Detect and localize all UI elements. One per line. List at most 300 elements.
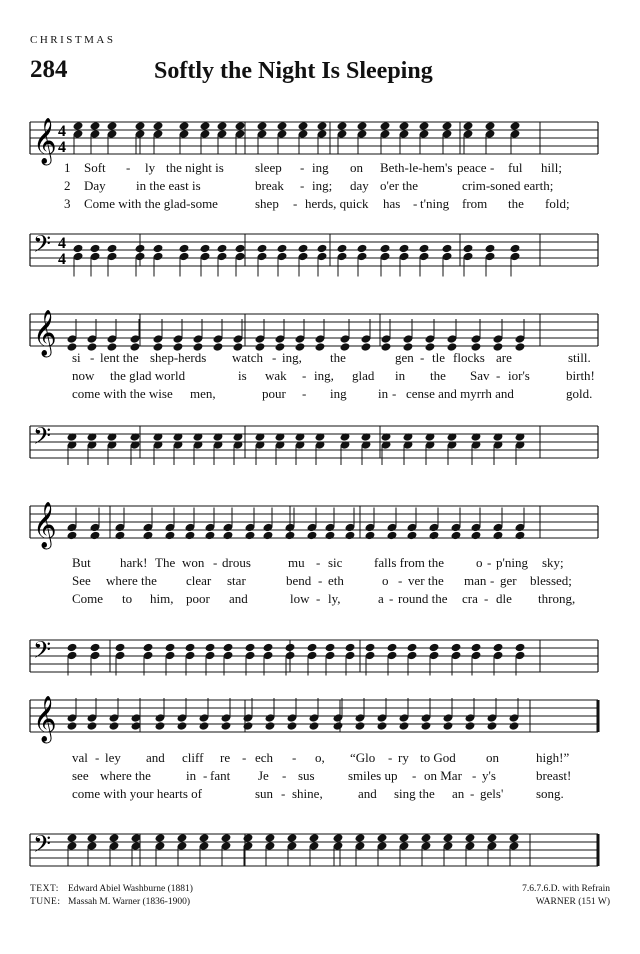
- lyric-syllable: -: [413, 196, 418, 211]
- bass-clef-icon: 𝄢: [33, 830, 52, 863]
- notehead: [87, 721, 98, 731]
- notehead: [263, 531, 274, 541]
- lyric-syllable: o'er the: [380, 178, 419, 193]
- lyric-syllable: Sav: [470, 368, 490, 383]
- notehead: [67, 531, 78, 541]
- notehead: [199, 833, 210, 843]
- lyric-syllable: in: [395, 368, 406, 383]
- lyric-syllable: Come: [72, 591, 104, 606]
- notehead: [487, 833, 498, 843]
- lyric-syllable: won: [182, 555, 205, 570]
- lyric-syllable: eth: [328, 573, 344, 588]
- lyric-syllable: see: [72, 768, 89, 783]
- notehead: [107, 121, 118, 131]
- treble-staff-1: [0, 108, 640, 168]
- lyric-syllable: tle: [432, 350, 445, 365]
- lyric-syllable: on Mar: [424, 768, 462, 783]
- lyric-syllable: Beth-le-hem's: [380, 160, 453, 175]
- lyric-syllable: -: [281, 786, 286, 801]
- hymn-title: Softly the Night Is Sleeping: [154, 58, 433, 84]
- lyric-verse-3: [0, 386, 640, 402]
- lyric-syllable: -: [213, 555, 218, 570]
- lyric-syllable: herds, quick: [305, 196, 369, 211]
- lyric-syllable: -: [272, 350, 277, 365]
- time-signature-bottom: 4: [58, 139, 66, 156]
- lyric-syllable: gen: [395, 350, 414, 365]
- notehead: [165, 531, 176, 541]
- lyric-syllable: throng,: [538, 591, 576, 606]
- lyric-syllable: watch: [232, 350, 264, 365]
- notehead: [245, 643, 256, 653]
- notehead: [357, 244, 368, 254]
- lyric-syllable: to: [122, 591, 133, 606]
- notehead: [443, 721, 454, 731]
- lyric-syllable: the night is: [166, 160, 224, 175]
- notehead: [451, 531, 462, 541]
- lyric-syllable: drous: [222, 555, 251, 570]
- lyric-syllable: o: [382, 573, 389, 588]
- time-signature-top: 4: [58, 123, 66, 140]
- lyric-syllable: on: [350, 160, 363, 175]
- lyric-syllable: come with the wise: [72, 386, 173, 401]
- notehead: [221, 833, 232, 843]
- notehead: [90, 643, 101, 653]
- notehead: [407, 531, 418, 541]
- tune-label: TUNE:: [30, 897, 61, 907]
- lyric-syllable: him,: [150, 591, 174, 606]
- lyric-syllable: fold;: [545, 196, 570, 211]
- lyric-syllable: But: [72, 555, 91, 570]
- lyric-syllable: ful: [508, 160, 523, 175]
- lyric-syllable: lent the: [100, 350, 139, 365]
- lyric-syllable: -: [302, 386, 307, 401]
- tune-composer: Massah M. Warner (1836-1900): [68, 897, 191, 907]
- lyric-syllable: -: [398, 573, 403, 588]
- lyric-syllable: ry: [398, 750, 409, 765]
- notehead: [355, 721, 366, 731]
- lyric-syllable: wak: [265, 368, 287, 383]
- notehead: [205, 643, 216, 653]
- notehead: [155, 721, 166, 731]
- lyric-syllable: mu: [288, 555, 305, 570]
- notehead: [245, 531, 256, 541]
- treble-clef-icon: 𝄞: [33, 502, 57, 548]
- lyric-syllable: birth!: [566, 368, 595, 383]
- lyric-syllable: -: [126, 160, 131, 175]
- notehead: [73, 244, 84, 254]
- lyric-syllable: Come with the glad-some: [84, 196, 218, 211]
- notehead: [485, 121, 496, 131]
- notehead: [325, 531, 336, 541]
- notehead: [285, 531, 296, 541]
- notehead: [333, 721, 344, 731]
- notehead: [442, 121, 453, 131]
- notehead: [265, 721, 276, 731]
- notehead: [155, 833, 166, 843]
- lyric-syllable: y's: [482, 768, 496, 783]
- treble-staff-4: [0, 686, 640, 746]
- notehead: [165, 643, 176, 653]
- notehead: [73, 121, 84, 131]
- notehead: [277, 244, 288, 254]
- notehead: [90, 531, 101, 541]
- notehead: [317, 244, 328, 254]
- notehead: [421, 833, 432, 843]
- lyric-syllable: -: [388, 750, 393, 765]
- lyric-syllable: “Glo: [350, 750, 376, 765]
- notehead: [185, 643, 196, 653]
- notehead: [263, 643, 274, 653]
- notehead: [442, 244, 453, 254]
- section-label: CHRISTMAS: [30, 34, 116, 46]
- notehead: [515, 643, 526, 653]
- lyric-syllable: -: [203, 768, 208, 783]
- notehead: [509, 721, 520, 731]
- lyric-syllable: men,: [190, 386, 216, 401]
- lyric-syllable: cense and myrrh and: [406, 386, 514, 401]
- lyric-syllable: pour: [262, 386, 286, 401]
- lyric-syllable: sleep: [255, 160, 282, 175]
- notehead: [87, 833, 98, 843]
- lyric-syllable: bend: [286, 573, 312, 588]
- lyric-syllable: hark!: [120, 555, 148, 570]
- lyric-syllable: The: [155, 555, 176, 570]
- lyric-syllable: day: [350, 178, 369, 193]
- lyric-verse-2: [0, 768, 640, 784]
- lyric-syllable: from: [462, 196, 488, 211]
- notehead: [107, 244, 118, 254]
- notehead: [443, 833, 454, 843]
- lyric-syllable: to God: [420, 750, 456, 765]
- lyric-verse-1: [0, 350, 640, 366]
- lyric-syllable: ior's: [508, 368, 530, 383]
- notehead: [387, 643, 398, 653]
- lyric-syllable: Je: [258, 768, 269, 783]
- lyric-syllable: the: [330, 350, 346, 365]
- lyric-verse-3: [0, 196, 640, 212]
- notehead: [205, 531, 216, 541]
- notehead: [200, 244, 211, 254]
- notehead: [485, 244, 496, 254]
- notehead: [463, 121, 474, 131]
- notehead: [365, 643, 376, 653]
- notehead: [185, 531, 196, 541]
- lyric-syllable: peace: [457, 160, 487, 175]
- notehead: [177, 721, 188, 731]
- lyric-syllable: the: [508, 196, 524, 211]
- lyric-syllable: -: [316, 591, 321, 606]
- notehead: [309, 721, 320, 731]
- lyric-verse-3: [0, 591, 640, 607]
- lyric-verse-1: [0, 750, 640, 766]
- notehead: [109, 833, 120, 843]
- notehead: [510, 244, 521, 254]
- notehead: [115, 531, 126, 541]
- notehead: [67, 721, 78, 731]
- lyric-syllable: clear: [186, 573, 212, 588]
- notehead: [285, 643, 296, 653]
- lyric-syllable: ley: [105, 750, 121, 765]
- lyric-syllable: sus: [298, 768, 315, 783]
- meter: 7.6.7.6.D. with Refrain: [522, 884, 610, 894]
- lyric-verse-2: [0, 368, 640, 384]
- lyric-syllable: low: [290, 591, 310, 606]
- lyric-syllable: breast!: [536, 768, 572, 783]
- lyric-verse-2: [0, 178, 640, 194]
- notehead: [287, 721, 298, 731]
- lyric-syllable: -: [292, 750, 297, 765]
- lyric-syllable: -: [318, 573, 323, 588]
- lyric-syllable: sky;: [542, 555, 564, 570]
- lyric-syllable: song.: [536, 786, 564, 801]
- notehead: [387, 531, 398, 541]
- lyric-syllable: where the: [106, 573, 157, 588]
- lyric-syllable: still.: [568, 350, 591, 365]
- lyric-syllable: ing: [312, 160, 329, 175]
- notehead: [515, 531, 526, 541]
- lyric-syllable: ly: [145, 160, 156, 175]
- lyric-syllable: poor: [186, 591, 210, 606]
- notehead: [365, 531, 376, 541]
- lyric-syllable: ver the: [408, 573, 444, 588]
- lyric-syllable: crim-soned earth;: [462, 178, 554, 193]
- lyric-syllable: falls from the: [374, 555, 445, 570]
- treble-staff-3: [0, 492, 640, 552]
- notehead: [115, 643, 126, 653]
- notehead: [223, 531, 234, 541]
- notehead: [307, 643, 318, 653]
- lyric-syllable: shep: [255, 196, 279, 211]
- lyric-syllable: sun: [255, 786, 274, 801]
- lyric-syllable: the: [430, 368, 446, 383]
- lyric-syllable: -: [293, 196, 298, 211]
- lyric-syllable: are: [496, 350, 512, 365]
- lyric-syllable: -: [412, 768, 417, 783]
- treble-clef-icon: 𝄞: [33, 310, 57, 356]
- notehead: [223, 643, 234, 653]
- notehead: [509, 833, 520, 843]
- notehead: [135, 244, 146, 254]
- lyric-syllable: break: [255, 178, 284, 193]
- lyric-syllable: come with your hearts of: [72, 786, 202, 801]
- notehead: [493, 531, 504, 541]
- lyric-syllable: -: [490, 160, 495, 175]
- notehead: [221, 721, 232, 731]
- lyric-syllable: -: [392, 386, 397, 401]
- bass-staff-3: [0, 626, 640, 686]
- notehead: [200, 121, 211, 131]
- lyric-syllable: shep-herds: [150, 350, 207, 365]
- notehead: [199, 721, 210, 731]
- notehead: [179, 121, 190, 131]
- notehead: [177, 833, 188, 843]
- bass-staff-4: [0, 820, 640, 880]
- notehead: [257, 121, 268, 131]
- time-signature-top: 4: [58, 235, 66, 252]
- notehead: [451, 643, 462, 653]
- notehead: [510, 121, 521, 131]
- notehead: [277, 121, 288, 131]
- bass-clef-icon: 𝄢: [33, 422, 52, 455]
- lyric-syllable: fant: [210, 768, 231, 783]
- lyric-syllable: is: [238, 368, 247, 383]
- notehead: [407, 643, 418, 653]
- notehead: [463, 244, 474, 254]
- notehead: [337, 244, 348, 254]
- notehead: [143, 531, 154, 541]
- notehead: [143, 643, 154, 653]
- tune-name: WARNER (151 W): [535, 897, 610, 907]
- notehead: [333, 833, 344, 843]
- lyric-syllable: ing,: [282, 350, 302, 365]
- lyric-syllable: -: [472, 768, 477, 783]
- notehead: [345, 643, 356, 653]
- notehead: [380, 244, 391, 254]
- lyric-syllable: -: [300, 178, 305, 193]
- notehead: [493, 643, 504, 653]
- lyric-syllable: and: [229, 591, 248, 606]
- notehead: [309, 833, 320, 843]
- lyric-syllable: high!”: [536, 750, 570, 765]
- lyric-verse-3: [0, 786, 640, 802]
- lyric-syllable: man: [464, 573, 487, 588]
- lyric-syllable: ger: [500, 573, 517, 588]
- notehead: [298, 244, 309, 254]
- lyric-syllable: si: [72, 350, 81, 365]
- notehead: [67, 833, 78, 843]
- lyric-syllable: cra: [462, 591, 478, 606]
- notehead: [307, 531, 318, 541]
- lyric-syllable: sing the: [394, 786, 435, 801]
- lyric-syllable: now: [72, 368, 95, 383]
- bass-clef-icon: 𝄢: [33, 636, 52, 669]
- notehead: [257, 244, 268, 254]
- lyric-syllable: a: [378, 591, 384, 606]
- lyric-syllable: 1: [64, 160, 71, 175]
- lyric-syllable: -: [484, 591, 489, 606]
- notehead: [355, 833, 366, 843]
- lyric-syllable: dle: [496, 591, 512, 606]
- notehead: [179, 244, 190, 254]
- notehead: [153, 121, 164, 131]
- lyric-syllable: sic: [328, 555, 343, 570]
- lyric-syllable: -: [470, 786, 475, 801]
- lyric-syllable: re: [220, 750, 231, 765]
- notehead: [429, 531, 440, 541]
- footer-credits: [30, 884, 610, 910]
- lyric-syllable: blessed;: [530, 573, 572, 588]
- lyric-syllable: smiles up: [348, 768, 398, 783]
- lyric-syllable: -: [487, 555, 492, 570]
- lyric-syllable: -: [420, 350, 425, 365]
- lyric-syllable: Soft: [84, 160, 106, 175]
- lyric-syllable: ing: [330, 386, 347, 401]
- lyric-syllable: -: [300, 160, 305, 175]
- lyric-syllable: -: [242, 750, 247, 765]
- notehead: [287, 833, 298, 843]
- lyric-syllable: and: [358, 786, 377, 801]
- lyric-syllable: val: [72, 750, 88, 765]
- text-author: Edward Abiel Washburne (1881): [68, 884, 193, 894]
- notehead: [399, 721, 410, 731]
- notehead: [235, 121, 246, 131]
- notehead: [298, 121, 309, 131]
- lyric-syllable: o: [476, 555, 483, 570]
- notehead: [217, 121, 228, 131]
- notehead: [109, 721, 120, 731]
- lyric-syllable: 3: [64, 196, 71, 211]
- notehead: [471, 531, 482, 541]
- lyric-syllable: an: [452, 786, 465, 801]
- lyric-syllable: shine,: [292, 786, 323, 801]
- bass-clef-icon: 𝄢: [33, 230, 52, 263]
- bass-staff-1: [0, 220, 640, 280]
- notehead: [465, 833, 476, 843]
- hymn-number: 284: [30, 56, 68, 83]
- lyric-syllable: ing;: [312, 178, 333, 193]
- notehead: [419, 244, 430, 254]
- lyric-syllable: -: [389, 591, 394, 606]
- lyric-syllable: 2: [64, 178, 71, 193]
- notehead: [377, 833, 388, 843]
- notehead: [419, 121, 430, 131]
- notehead: [465, 721, 476, 731]
- notehead: [90, 121, 101, 131]
- notehead: [377, 721, 388, 731]
- notehead: [235, 244, 246, 254]
- lyric-syllable: the glad world: [110, 368, 186, 383]
- lyric-syllable: in: [186, 768, 197, 783]
- lyric-syllable: -: [90, 350, 95, 365]
- bass-staff-2: [0, 412, 640, 472]
- lyric-syllable: -: [316, 555, 321, 570]
- lyric-verse-1: [0, 555, 640, 571]
- treble-clef-icon: 𝄞: [33, 696, 57, 742]
- notehead: [471, 643, 482, 653]
- lyric-syllable: star: [227, 573, 246, 588]
- notehead: [265, 833, 276, 843]
- notehead: [487, 721, 498, 731]
- notehead: [380, 121, 391, 131]
- notehead: [90, 244, 101, 254]
- notehead: [399, 244, 410, 254]
- treble-clef-icon: 𝄞: [33, 118, 57, 164]
- lyric-syllable: has: [383, 196, 401, 211]
- lyric-syllable: -: [282, 768, 287, 783]
- lyric-syllable: t'ning: [420, 196, 450, 211]
- time-signature-bottom: 4: [58, 251, 66, 268]
- lyric-syllable: on: [486, 750, 499, 765]
- notehead: [243, 721, 254, 731]
- lyric-syllable: ech: [255, 750, 274, 765]
- notehead: [345, 531, 356, 541]
- notehead: [317, 121, 328, 131]
- lyric-syllable: where the: [100, 768, 151, 783]
- lyric-syllable: See: [72, 573, 91, 588]
- lyric-syllable: gels': [480, 786, 504, 801]
- lyric-syllable: and: [146, 750, 165, 765]
- lyric-syllable: Day: [84, 178, 106, 193]
- lyric-verse-1: [0, 160, 640, 176]
- lyric-syllable: cliff: [182, 750, 204, 765]
- notehead: [429, 643, 440, 653]
- text-label: TEXT:: [30, 884, 59, 894]
- notehead: [399, 121, 410, 131]
- lyric-syllable: gold.: [566, 386, 593, 401]
- notehead: [357, 121, 368, 131]
- lyric-syllable: -: [95, 750, 100, 765]
- lyric-syllable: o,: [315, 750, 325, 765]
